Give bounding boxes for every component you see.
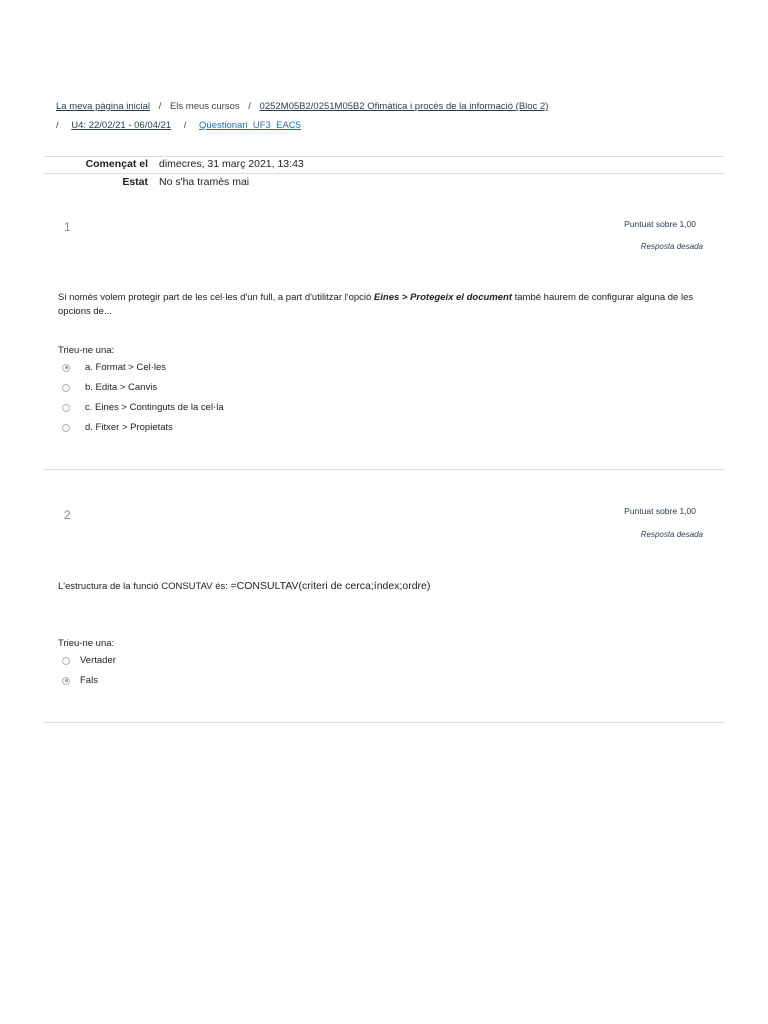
answer-option-label[interactable]: c. Eines > Continguts de la cel·la	[85, 402, 224, 413]
question-number: 2	[64, 508, 71, 522]
radio-button[interactable]	[62, 404, 70, 412]
divider	[44, 156, 724, 157]
breadcrumb-separator: /	[183, 120, 187, 131]
started-value: dimecres, 31 març 2021, 13:43	[159, 158, 304, 170]
breadcrumb-home-link[interactable]: La meva pàgina inicial	[56, 101, 151, 112]
question-formula: =CONSULTAV(criteri de cerca;índex;ordre)	[230, 580, 431, 592]
breadcrumb-line-2	[56, 120, 301, 131]
divider	[44, 173, 724, 174]
breadcrumb-quiz-link[interactable]: Qüestionari_UF3_EAC5	[199, 120, 301, 131]
question-grade: Puntuat sobre 1,00	[624, 219, 696, 229]
question-text-start: L'estructura de la funció CONSUTAV és:	[58, 581, 231, 592]
answer-option[interactable]	[62, 362, 166, 373]
answer-option-label[interactable]: Fals	[80, 675, 98, 686]
answer-prompt: Trieu-ne una:	[58, 345, 115, 356]
question-state: Resposta desada	[640, 242, 703, 251]
started-label: Començat el	[85, 158, 148, 170]
radio-button[interactable]	[62, 657, 70, 665]
question-text-start: Si només volem protegir part de les cel·les d'un full, a part d'utilitzar l'opció	[58, 292, 374, 303]
radio-button[interactable]	[62, 424, 70, 432]
breadcrumb-separator: /	[158, 101, 162, 112]
breadcrumb-separator: /	[56, 120, 59, 131]
answer-option[interactable]	[62, 382, 157, 393]
question-grade: Puntuat sobre 1,00	[624, 506, 696, 516]
divider	[44, 722, 724, 723]
radio-button-checked[interactable]	[62, 677, 70, 685]
answer-option-label[interactable]: a. Format > Cel·les	[85, 362, 167, 373]
question-text-end: també haurem de configurar alguna de les opcions de...	[58, 292, 694, 317]
answer-option[interactable]	[62, 422, 173, 433]
divider	[44, 469, 724, 470]
answer-option[interactable]	[62, 402, 224, 413]
answer-prompt: Trieu-ne una:	[58, 638, 115, 649]
question-state: Resposta desada	[640, 530, 703, 539]
question-text-emphasis: Eines > Protegeix el document	[373, 292, 512, 303]
breadcrumb-unit-link[interactable]: U4: 22/02/21 - 06/04/21	[71, 120, 172, 131]
breadcrumb	[56, 101, 548, 112]
breadcrumb-my-courses: Els meus cursos	[169, 101, 240, 112]
question-text	[58, 579, 718, 594]
radio-button[interactable]	[62, 384, 70, 392]
answer-option-label[interactable]: Vertader	[80, 655, 116, 666]
breadcrumb-separator: /	[248, 101, 251, 112]
answer-option[interactable]	[62, 655, 116, 666]
radio-button-checked[interactable]	[62, 364, 70, 372]
breadcrumb-course-link[interactable]: 0252M05B2/0251M05B2 Ofimàtica i procés de la informació (Bloc 2)	[259, 101, 549, 112]
question-text	[58, 291, 718, 319]
state-label: Estat	[122, 176, 148, 188]
answer-option-label[interactable]: d. Fitxer > Propietats	[85, 422, 173, 433]
answer-option-label[interactable]: b. Edita > Canvis	[85, 382, 158, 393]
state-value: No s'ha tramès mai	[159, 176, 250, 188]
question-number: 1	[64, 220, 71, 234]
answer-option[interactable]	[62, 675, 98, 686]
